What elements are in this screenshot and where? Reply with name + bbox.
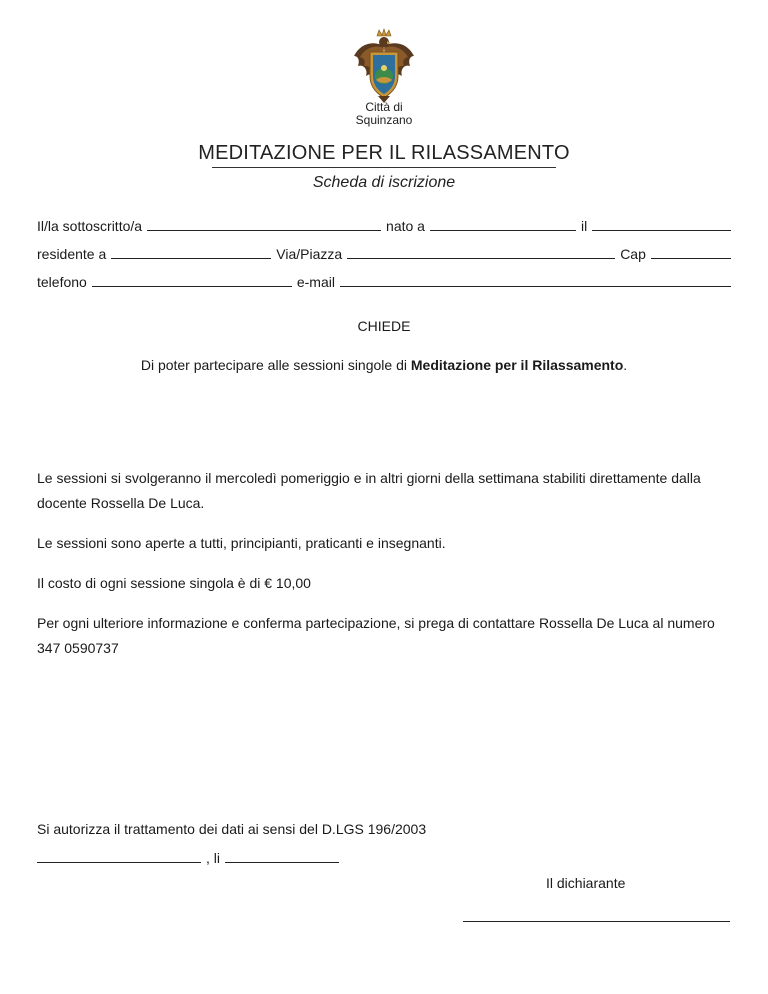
chiede-heading: CHIEDE [357,318,411,334]
name-field[interactable] [147,229,381,231]
birthdate-field[interactable] [592,229,731,231]
cap-field[interactable] [651,257,731,259]
request-bold: Meditazione per il Rilassamento [410,357,624,373]
residente-label: residente a [37,246,107,262]
place-date-row [37,848,357,866]
nato-label: nato a [386,218,425,234]
place-field[interactable] [37,861,201,863]
document-title: MEDITAZIONE PER IL RILASSAMENTO [198,142,570,164]
phone-field[interactable] [92,285,292,287]
dichiarante-label: Il dichiarante [546,875,626,891]
privacy-paragraph: Si autorizza il trattamento dei dati ai sensi del D.LGS 196/2003 [37,821,427,837]
telefono-label: telefono [37,274,87,290]
document-subtitle: Scheda di iscrizione [312,174,456,191]
title-underline [212,167,556,168]
form-row-contact [37,272,731,290]
il-label: il [580,218,588,234]
info-paragraph: Per ogni ulteriore informazione e conferma partecipazione, si prega di contattare Rossella De Luca al numero 347 0590737 [37,615,715,656]
cost-paragraph: Il costo di ogni sessione singola è di € 10,00 [37,575,311,591]
birthplace-field[interactable] [430,229,576,231]
request-text [0,357,768,373]
email-label: e-mail [296,274,335,290]
residence-field[interactable] [111,257,271,259]
date-field[interactable] [225,861,339,863]
sessions-paragraph: Le sessioni si svolgeranno il mercoledì pomeriggio e in altri giorni della settimana stabiliti direttamente dalla docente Rossella De Luca. [37,470,701,511]
via-label: Via/Piazza [276,246,343,262]
city-coat-of-arms-eagle-icon [348,26,420,104]
form-row-address [37,244,731,262]
city-line2: Squinzano [355,112,413,127]
sottoscritto-label: Il/la sottoscritto/a [37,218,143,234]
li-label: , li [206,850,220,866]
request-before: Di poter partecipare alle sessioni singole di [140,357,411,373]
request-after: . [623,357,628,373]
street-field[interactable] [347,257,615,259]
open-to-all-paragraph: Le sessioni sono aperte a tutti, principianti, praticanti e insegnanti. [37,535,446,551]
form-row-name [37,216,731,234]
city-name [330,101,438,126]
signature-field[interactable] [463,921,730,922]
email-field[interactable] [340,285,731,287]
city-line1: Città di [365,100,403,114]
cap-label: Cap [620,246,646,262]
